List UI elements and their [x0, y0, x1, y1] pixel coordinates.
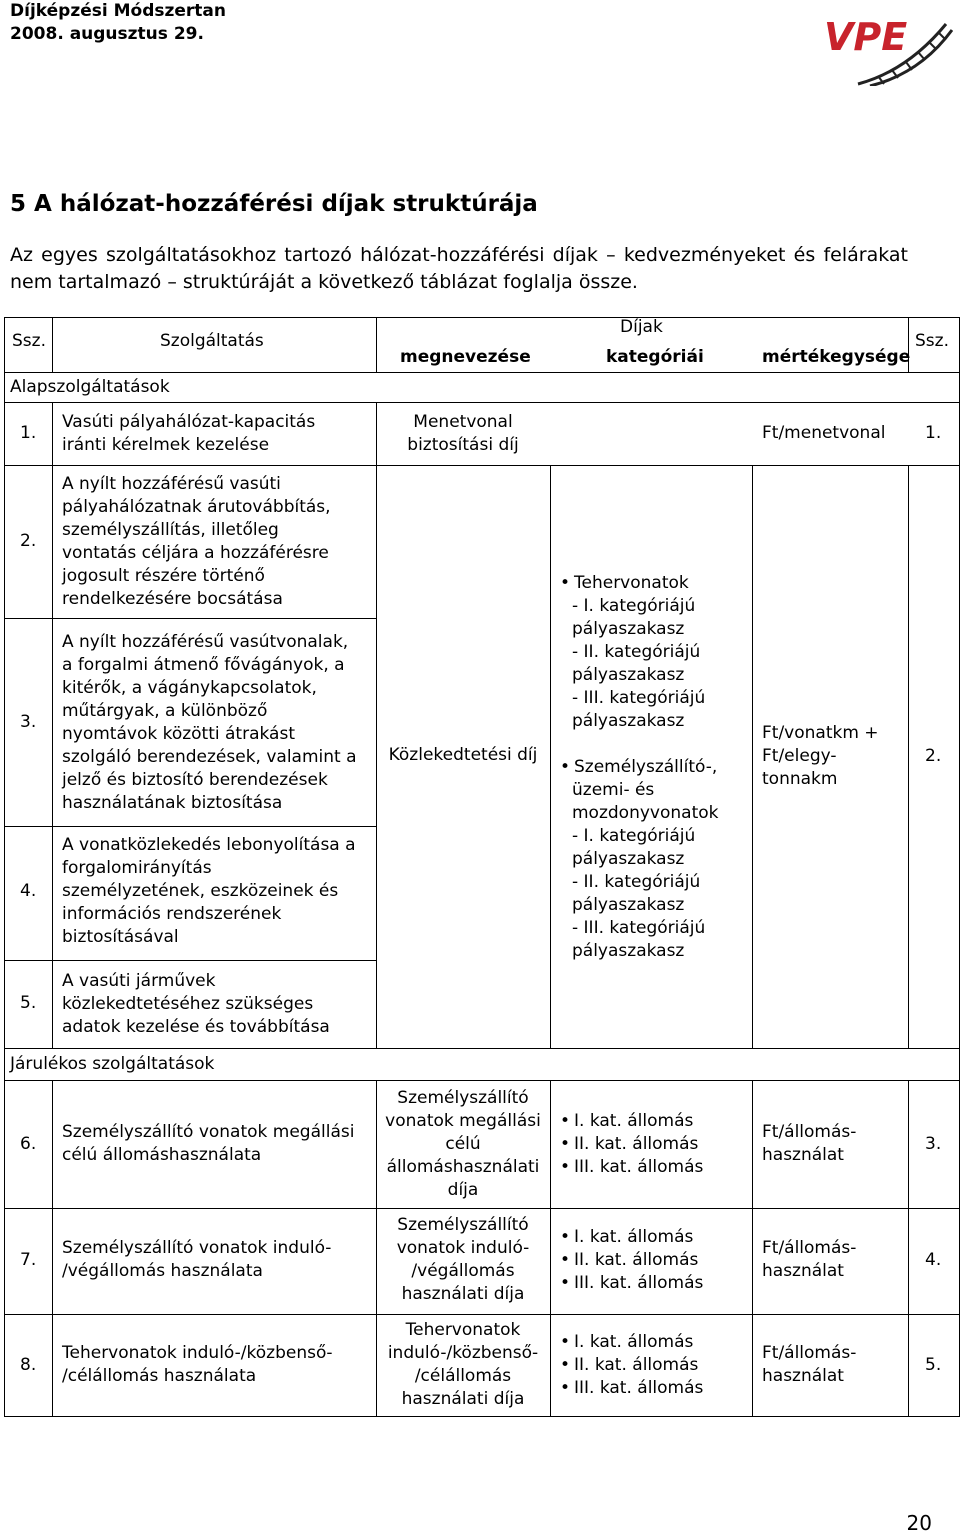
header-fee-name: megnevezése [400, 347, 531, 367]
row-8-unit: Ft/állomás- használat [762, 1343, 857, 1386]
row-8-categories: • I. kat. állomás • II. kat. állomás • III. kat. állomás [560, 1331, 703, 1400]
row-7-unit: Ft/állomás- használat [762, 1238, 857, 1281]
row-2-service: A nyílt hozzáférésű vasúti pályahálózatnak árutovábbítás, személyszállítás, illetőleg vontatás céljára a hozzáférésre jogosult részére történő rendelkezésére bocsátása [62, 474, 331, 609]
row-7-number: 7. [20, 1250, 37, 1270]
row-8-fee-number: 5. [925, 1355, 942, 1375]
header-ssz-right: Ssz. [915, 331, 949, 351]
document-header [10, 0, 226, 46]
document-title: Díjképzési Módszertan [10, 1, 226, 21]
row-7-fee-number: 4. [925, 1250, 942, 1270]
row-4-number: 4. [20, 881, 37, 901]
row-6-fee-number: 3. [925, 1134, 942, 1154]
group-basic-services: Alapszolgáltatások [10, 377, 170, 397]
logo-text: VPE [824, 15, 908, 59]
traffic-fee-number: 2. [925, 746, 942, 766]
vpe-logo [818, 6, 953, 86]
section-title: 5 A hálózat-hozzáférési díjak struktúrája [10, 191, 538, 217]
row-6-categories: • I. kat. állomás • II. kat. állomás • III. kat. állomás [560, 1110, 703, 1179]
document-date: 2008. augusztus 29. [10, 24, 204, 44]
row-5-number: 5. [20, 993, 37, 1013]
row-3-service: A nyílt hozzáférésű vasútvonalak, a forgalmi átmenő fővágányok, a kitérők, a vágánykapcsolatok, műtárgyak, a különböző nyomtávok közötti átrakást szolgáló berendezések, valamint a jelző és biztosító berendezések használatának biztosítása [62, 632, 357, 813]
row-7-service: Személyszállító vonatok induló- /végállomás használata [62, 1238, 332, 1281]
passenger-track-categories: üzemi- és mozdonyvonatok - I. kategóriájú pályaszakasz - II. kategóriájú pályaszakasz - III. kategóriájú pályaszakasz [572, 780, 719, 961]
row-4-service: A vonatközlekedés lebonyolítása a forgalomirányítás személyzetének, eszközeinek és információs rendszerének biztosításával [62, 835, 356, 947]
row-1-fee-name: Menetvonal biztosítási díj [407, 412, 519, 455]
row-7-categories: • I. kat. állomás • II. kat. állomás • III. kat. állomás [560, 1226, 703, 1295]
row-1-fee-number: 1. [925, 423, 942, 443]
row-5-service: A vasúti járművek közlekedtetéséhez szükséges adatok kezelése és továbbítása [62, 971, 330, 1037]
category-passenger-trains: • Személyszállító-, [560, 756, 718, 779]
row-6-fee-name: Személyszállító vonatok megállási célú állomáshasználati díja [385, 1088, 541, 1200]
row-6-number: 6. [20, 1134, 37, 1154]
row-1-service: Vasúti pályahálózat-kapacitás iránti kérelmek kezelése [62, 412, 316, 455]
row-6-unit: Ft/állomás- használat [762, 1122, 857, 1165]
row-2-number: 2. [20, 531, 37, 551]
traffic-fee-name: Közlekedtetési díj [388, 745, 538, 765]
header-fees: Díjak [620, 317, 663, 337]
row-1-unit: Ft/menetvonal [762, 423, 886, 443]
traffic-fee-categories [560, 572, 718, 963]
row-8-service: Tehervonatok induló-/közbenső- /célállomás használata [62, 1343, 333, 1386]
traffic-fee-unit: Ft/vonatkm + Ft/elegy- tonnakm [762, 723, 879, 789]
category-freight-trains: • Tehervonatok [560, 572, 718, 595]
row-6-service: Személyszállító vonatok megállási célú állomáshasználata [62, 1122, 355, 1165]
header-fee-unit: mértékegysége [762, 347, 911, 367]
header-service: Szolgáltatás [160, 331, 264, 351]
row-8-number: 8. [20, 1355, 37, 1375]
group-ancillary-services: Járulékos szolgáltatások [10, 1054, 215, 1074]
row-8-fee-name: Tehervonatok induló-/közbenső- /célállomás használati díja [387, 1320, 539, 1409]
row-7-fee-name: Személyszállító vonatok induló- /végállomás használati díja [396, 1215, 530, 1304]
section-intro: Az egyes szolgáltatásokhoz tartozó hálózat-hozzáférési díjak – kedvezményeket és felárakat nem tartalmazó – struktúráját a következő táblázat foglalja össze. [10, 244, 908, 293]
row-3-number: 3. [20, 712, 37, 732]
freight-track-categories: - I. kategóriájú pályaszakasz - II. kategóriájú pályaszakasz - III. kategóriájú pályaszakasz [572, 596, 706, 731]
header-fee-categories: kategóriái [606, 347, 704, 367]
row-1-number: 1. [20, 423, 37, 443]
page-number: 20 [906, 1511, 932, 1535]
header-ssz: Ssz. [12, 331, 46, 351]
